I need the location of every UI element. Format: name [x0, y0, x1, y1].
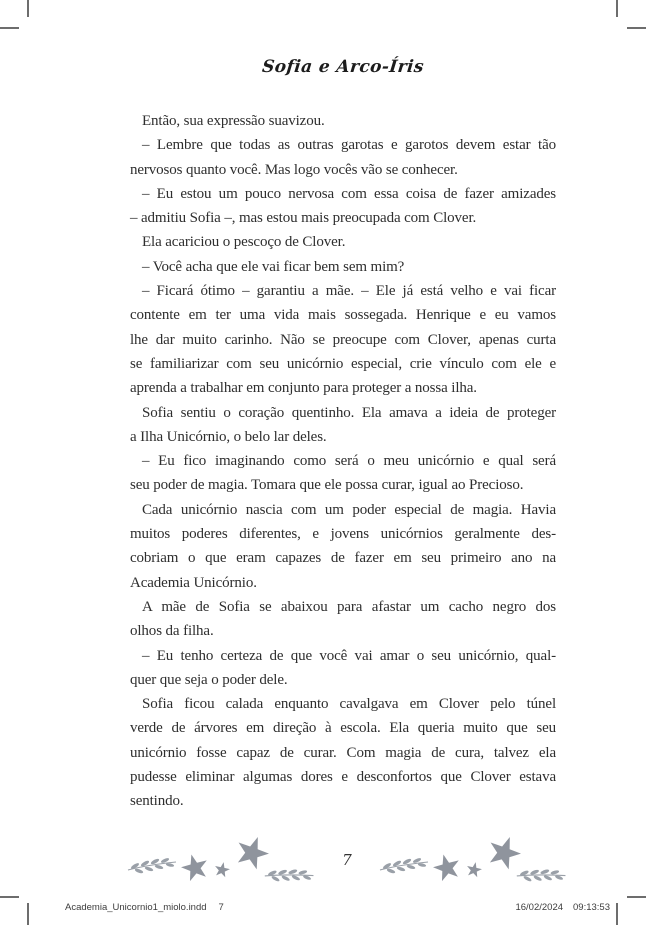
text-line: – Eu tenho certeza de que você vai amar o seu unicórnio, qual-: [142, 647, 556, 664]
crop-mark-top-left-horizontal: [0, 27, 19, 29]
crop-mark-bottom-right-vertical: [616, 903, 618, 925]
text-line: cobriam o que eram capazes de fazer em seu primeiro ano na: [130, 550, 556, 567]
text-line: – Lembre que todas as outras garotas e garotos devem estar tão: [142, 137, 556, 154]
crop-mark-top-left-vertical: [27, 0, 29, 17]
crop-mark-bottom-left-vertical: [27, 903, 29, 925]
crop-mark-bottom-right-horizontal: [627, 896, 646, 898]
text-line: – Ficará ótimo – garantiu a mãe. – Ele já está velho e vai ficar: [142, 283, 556, 300]
footer-filename: [65, 902, 224, 913]
text-line: sentindo.: [130, 793, 184, 810]
text-line: Cada unicórnio nascia com um poder especial de magia. Havia: [142, 501, 556, 518]
text-line: – Eu estou um pouco nervosa com essa coisa de fazer amizades: [142, 185, 556, 202]
text-line: Então, sua expressão suavizou.: [142, 113, 325, 129]
running-header-title: Sofia e Arco-Íris: [261, 57, 425, 77]
footer-filename-page: 7: [218, 902, 224, 913]
text-line: Sofia sentiu o coração quentinho. Ela amava a ideia de proteger: [142, 404, 556, 421]
page-number: 7: [342, 851, 352, 869]
text-line: A mãe de Sofia se abaixou para afastar um cacho negro dos: [142, 598, 556, 615]
text-line: unicórnio fosse capaz de curar. Com magia de cura, talvez ela: [130, 744, 556, 761]
text-line: se familiarizar com seu unicórnio especial, crie vínculo com ele e: [130, 355, 556, 372]
crop-mark-top-right-vertical: [616, 0, 618, 17]
text-line: aprenda a trabalhar em conjunto para proteger a nossa ilha.: [130, 380, 477, 397]
footer-timestamp: [515, 902, 610, 913]
text-line: verde de árvores em direção à escola. Ela queria muito que seu: [130, 720, 556, 737]
text-line: contente em ter uma vida mais sossegada. Henrique e eu vamos: [130, 307, 556, 324]
crop-mark-bottom-left-horizontal: [0, 896, 19, 898]
text-line: pudesse eliminar algumas dores e desconfortos que Clover estava: [130, 769, 556, 786]
text-line: – admitiu Sofia –, mas estou mais preocupada com Clover.: [130, 210, 477, 227]
text-line: muitos poderes diferentes, e jovens unicórnios geralmente des-: [130, 526, 556, 543]
star-laurel-ornament-right-icon: [378, 832, 568, 886]
crop-mark-top-right-horizontal: [627, 27, 646, 29]
text-line: quer que seja o poder dele.: [130, 671, 288, 688]
footer-filename-label: Academia_Unicornio1_miolo.indd: [65, 902, 207, 913]
text-line: Ela acariciou o pescoço de Clover.: [142, 234, 346, 251]
body-text: [130, 109, 556, 814]
text-line: lhe dar muito carinho. Não se preocupe com Clover, apenas curta: [130, 331, 556, 348]
text-line: nervosos quanto você. Mas logo vocês vão se conhecer.: [130, 161, 458, 178]
footer-date: 16/02/2024: [515, 902, 564, 913]
text-line: seu poder de magia. Tomara que ele possa curar, igual ao Precioso.: [130, 477, 524, 494]
star-laurel-ornament-left-icon: [126, 832, 316, 886]
text-line: – Você acha que ele vai ficar bem sem mim?: [142, 258, 405, 275]
text-line: a Ilha Unicórnio, o belo lar deles.: [130, 428, 327, 445]
text-line: olhos da filha.: [130, 623, 214, 640]
footer-time: 09:13:53: [573, 902, 610, 913]
text-line: Academia Unicórnio.: [130, 574, 257, 591]
text-line: Sofia ficou calada enquanto cavalgava em Clover pelo túnel: [142, 696, 556, 713]
text-line: – Eu fico imaginando como será o meu unicórnio e qual será: [142, 453, 556, 470]
